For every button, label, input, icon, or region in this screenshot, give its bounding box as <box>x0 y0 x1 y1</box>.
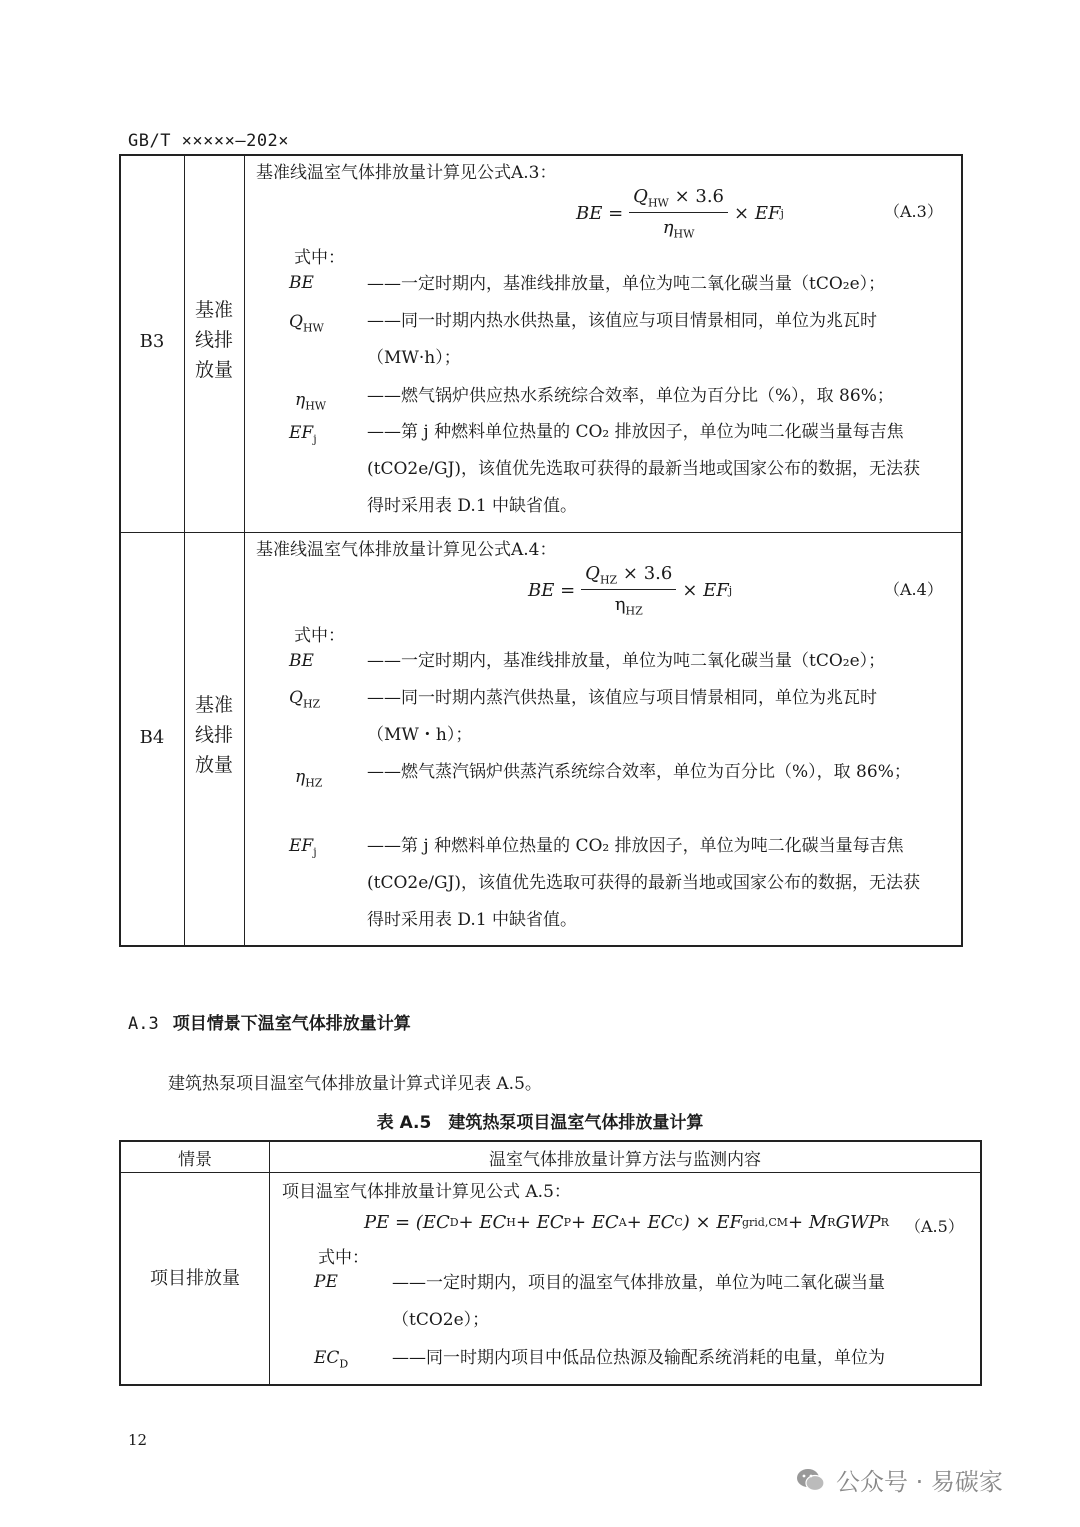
formula-intro-a4: 基准线温室气体排放量计算见公式A.4： <box>256 540 557 560</box>
symbol-ec-d: $EC_D$ <box>314 1348 349 1371</box>
where-label-a3: 式中： <box>294 248 345 268</box>
symbol-ef-j-b4: $EF_j$ <box>289 836 317 859</box>
page-number: 12 <box>128 1431 148 1449</box>
row-code-b3: B3 <box>139 331 165 352</box>
symbol-be-b4: BE <box>289 651 314 671</box>
table-header-method: 温室气体排放量计算方法与监测内容 <box>489 1150 761 1170</box>
definition-be-b4: ——一定时期内，基准线排放量，单位为吨二氧化碳当量（tCO₂e）； <box>367 651 886 671</box>
formula-a5: PE = (EC D + EC H + EC P + EC A + EC C ) × EF grid,CM + M R GWP R <box>364 1212 889 1233</box>
definition-q-hz: ——同一时期内蒸汽供热量，该值应与项目情景相同，单位为兆瓦时（MW・h）； <box>367 688 877 745</box>
section-paragraph: 建筑热泵项目温室气体排放量计算式详见表 A.5。 <box>168 1074 542 1094</box>
definition-q-hw: ——同一时期内热水供热量，该值应与项目情景相同，单位为兆瓦时（MW·h）； <box>367 311 877 368</box>
symbol-pe: PE <box>314 1272 338 1292</box>
equation-number-a4: （A.4） <box>884 580 943 599</box>
wechat-icon <box>796 1467 826 1493</box>
symbol-eta-hz: $\eta_{HZ}$ <box>295 767 323 790</box>
row-name-b4: 基准 线排 放量 <box>194 694 233 776</box>
formula-a3: BE = $\frac{Q_{HW} \times 3.6}{\eta_{HW}}$ × EF j <box>576 186 784 241</box>
symbol-q-hw: $Q_{HW}$ <box>289 312 324 335</box>
definition-ec-d: ——同一时期内项目中低品位热源及输配系统消耗的电量，单位为 <box>392 1348 885 1368</box>
formula-a4: BE = $\frac{Q_{HZ} \times 3.6}{\eta_{HZ}}$ × EF j <box>528 563 733 618</box>
definition-ef-j-b4: ——第 j 种燃料单位热量的 CO₂ 排放因子，单位为吨二化碳当量每吉焦(tCO2e/GJ)，该值优先选取可获得的最新当地或国家公布的数据，无法获得时采用表 D.1 中缺省值。 <box>367 836 921 930</box>
where-label-a5: 式中： <box>318 1248 369 1268</box>
watermark <box>796 1462 1003 1497</box>
where-label-a4: 式中： <box>294 626 345 646</box>
table-caption: 表 A.5 建筑热泵项目温室气体排放量计算 <box>376 1113 704 1133</box>
definition-be: ——一定时期内，基准线排放量，单位为吨二氧化碳当量（tCO₂e）； <box>367 274 886 294</box>
equation-number-a5: （A.5） <box>905 1217 964 1236</box>
row-name-project-emission: 项目排放量 <box>150 1268 240 1289</box>
watermark-text: 公众号 · 易碳家 <box>836 1468 1003 1496</box>
definition-eta-hz: ——燃气蒸汽锅炉供蒸汽系统综合效率，单位为百分比（%），取 86%； <box>367 762 911 782</box>
symbol-be: BE <box>289 273 314 293</box>
definition-pe: ——一定时期内，项目的温室气体排放量，单位为吨二氧化碳当量（tCO2e）； <box>392 1273 885 1330</box>
equation-number-a3: （A.3） <box>884 202 943 221</box>
formula-intro-a3: 基准线温室气体排放量计算见公式A.3： <box>256 163 557 183</box>
definition-ef-j: ——第 j 种燃料单位热量的 CO₂ 排放因子，单位为吨二化碳当量每吉焦(tCO2e/GJ)，该值优先选取可获得的最新当地或国家公布的数据，无法获得时采用表 D.1 中缺省值。 <box>367 422 921 516</box>
document-code: GB/T ×××××—202× <box>128 131 290 151</box>
row-name-b3: 基准 线排 放量 <box>194 299 233 381</box>
section-heading: A.3 项目情景下温室气体排放量计算 <box>128 1014 411 1034</box>
symbol-eta-hw: $\eta_{HW}$ <box>295 390 327 413</box>
symbol-ef-j: $EF_j$ <box>289 423 317 446</box>
symbol-q-hz: $Q_{HZ}$ <box>289 688 321 711</box>
definition-eta-hw: ——燃气锅炉供应热水系统综合效率，单位为百分比（%），取 86%； <box>367 386 894 406</box>
row-code-b4: B4 <box>139 727 165 748</box>
formula-intro-a5: 项目温室气体排放量计算见公式 A.5： <box>282 1182 571 1202</box>
table-header-scenario: 情景 <box>178 1150 212 1170</box>
